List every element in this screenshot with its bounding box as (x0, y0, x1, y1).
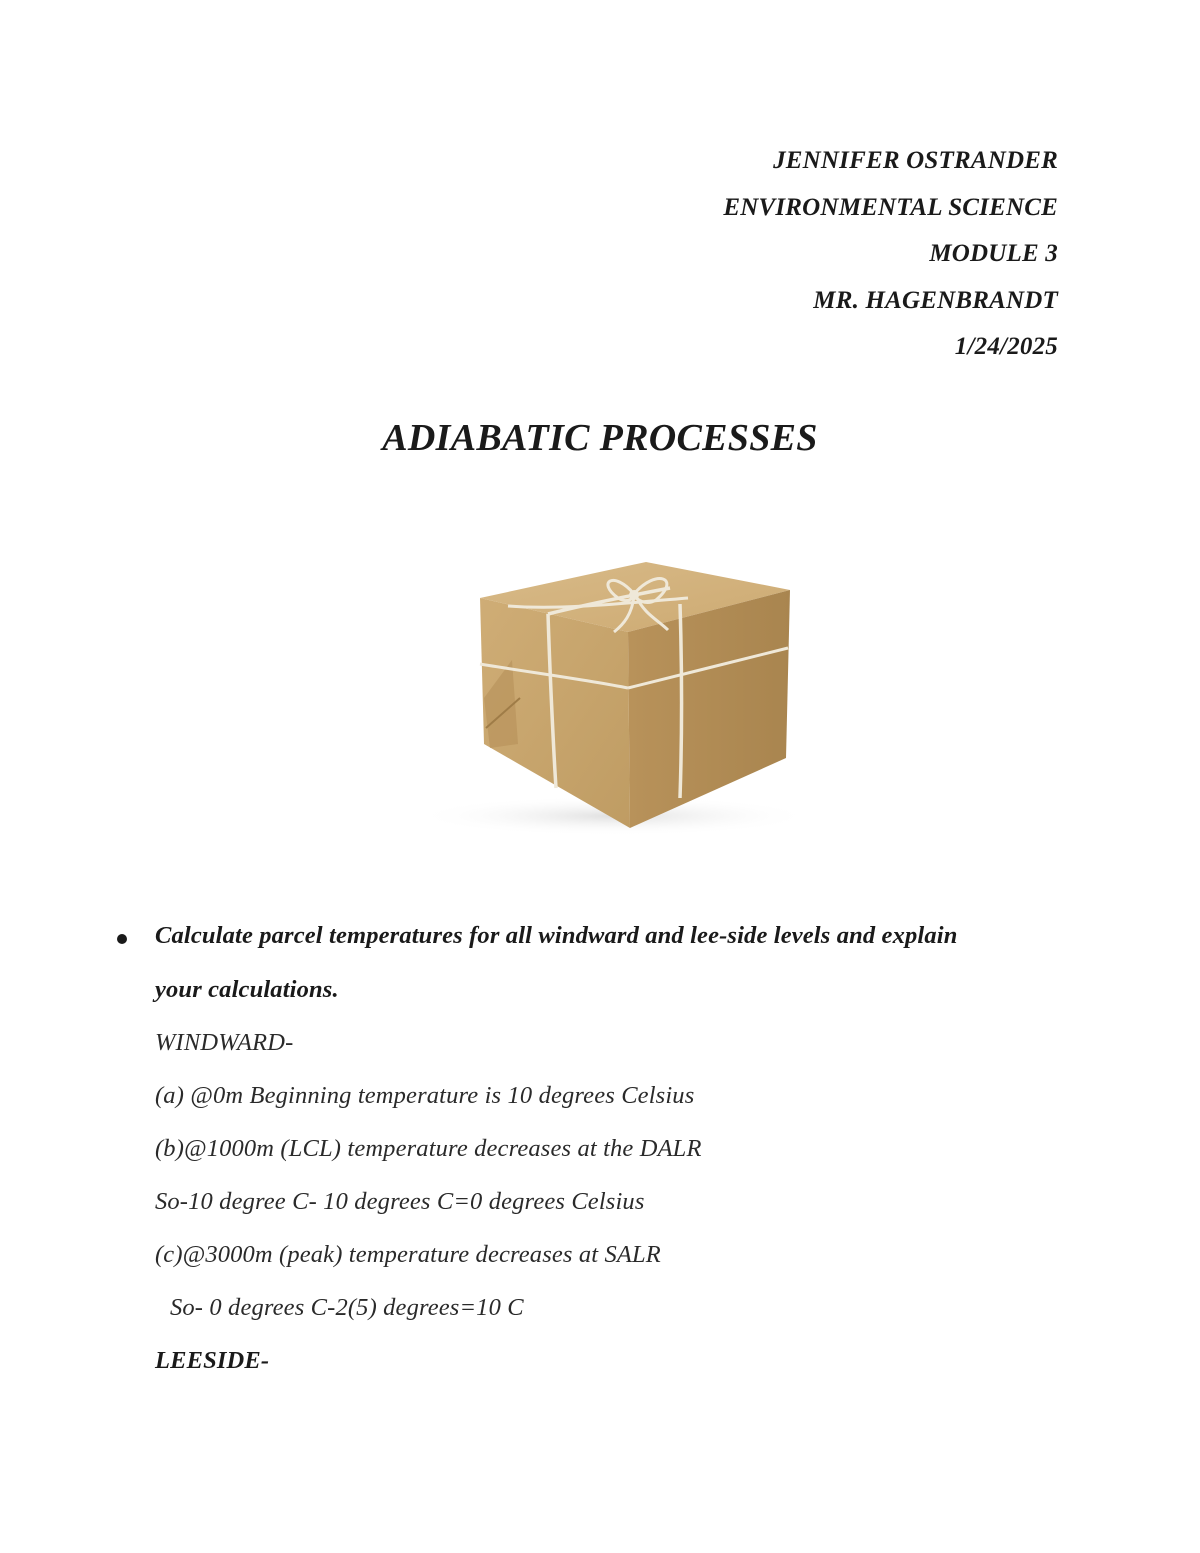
parcel-figure (388, 548, 820, 838)
question-line-1: Calculate parcel temperatures for all windward and lee-side levels and explain (155, 922, 958, 949)
document-title: ADIABATIC PROCESSES (382, 417, 818, 459)
step-c-calculation: So- 0 degrees C-2(5) degrees=10 C (170, 1294, 524, 1321)
windward-heading: WINDWARD- (155, 1029, 294, 1056)
step-a: (a) @0m Beginning temperature is 10 degrees Celsius (155, 1082, 695, 1109)
wrapped-parcel-image (388, 548, 820, 838)
course-name: ENVIRONMENTAL SCIENCE (723, 193, 1058, 221)
question-line-2: your calculations. (155, 976, 339, 1003)
bullet-point-icon (117, 934, 127, 944)
step-b-calculation: So-10 degree C- 10 degrees C=0 degrees Celsius (155, 1188, 645, 1215)
leeside-heading: LEESIDE- (155, 1347, 270, 1374)
step-b: (b)@1000m (LCL) temperature decreases at the DALR (155, 1135, 702, 1162)
header-block (723, 138, 1058, 371)
module-label: MODULE 3 (929, 240, 1058, 267)
step-c: (c)@3000m (peak) temperature decreases at SALR (155, 1241, 661, 1268)
date-label: 1/24/2025 (954, 333, 1058, 360)
instructor-name: MR. HAGENBRANDT (813, 286, 1058, 314)
student-name: JENNIFER OSTRANDER (773, 147, 1058, 174)
